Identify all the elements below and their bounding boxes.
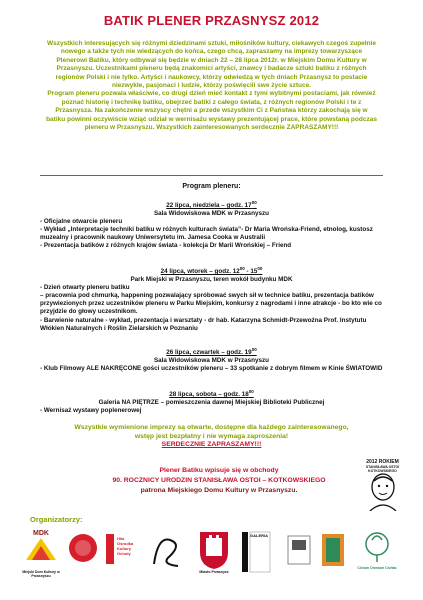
mdk-logo: MDK Miejski Dom Kultury w Przasnyszu: [22, 530, 60, 578]
anniversary-line: 90. ROCZNICY URODZIN STANISŁAWA OSTOI – KOTKOWSKIEGO: [112, 477, 326, 484]
event-section: [40, 346, 383, 373]
sun-logo: [64, 530, 102, 580]
ornament-emblem-icon: [318, 530, 348, 574]
portrait-icon: [366, 471, 400, 511]
anniversary-badge: [360, 459, 405, 511]
event-place: Sala Widowiskowa MDK w Przasnyszu: [153, 357, 270, 365]
intro-paragraph: Program pleneru pozwala właściwie, co drugi dzień mieć kontakt z tymi wybitnymi postaciami, jak również poznać historię i technikę batiku, obejrzeć batiki z całego świata, z różnych regionów Polski i te z Przasnysza. Na zakończenie wszyscy chętni a przede wszystkim Ci z Państwa którzy zakochają się w batiku powinni oczywiście wziąć udział w wernisażu wystawy prezentującej prace, które powstaną podczas pleneru w Przasnyszu. Wszystkich zainteresowanych serdecznie ZAPRASZAMY!!!: [46, 90, 377, 132]
galeria-emblem-icon: [104, 532, 116, 566]
event-date: 22 lipca, niedziela – godz. $17^{00}$: [166, 200, 257, 209]
badge-title: 2012 ROKIEM: [366, 459, 399, 465]
galeria-ochoty-logo: Hila Ośrodka Kultury Ochoty: [104, 530, 144, 580]
window-logo: [284, 530, 314, 580]
civium-logo: Civium Omnium Civitas: [352, 530, 402, 580]
event-date: 28 lipca, sobota – godz. $18^{00}$: [169, 389, 254, 398]
event-place: Galeria NA PIĘTRZE – pomieszczenia dawnej Miejskiej Biblioteki Publicznej: [98, 399, 325, 407]
anniversary-note: [84, 466, 354, 496]
event-item: - Wernisaż wystawy poplenerowej: [40, 407, 142, 415]
calligraphy-emblem-icon: [148, 530, 188, 574]
event-place: Sala Widowiskowa MDK w Przasnyszu: [153, 210, 270, 218]
event-date: 26 lipca, czwartek – godz. $19^{00}$: [166, 347, 257, 356]
coat-of-arms-icon: [196, 530, 232, 570]
window-emblem-icon: [284, 530, 314, 570]
ornament-logo: [318, 530, 348, 580]
tree-emblem-icon: [352, 530, 402, 566]
event-item: - Oficjalne otwarcie pleneru: [40, 218, 123, 226]
event-item: - Dzień otwarty pleneru batiku: [40, 284, 130, 292]
anniversary-line: Plener Batiku wpisuje się w obchody: [159, 467, 279, 474]
poster-title: BATIK PLENER PRZASNYSZ 2012: [103, 13, 320, 28]
event-place: Park Miejski w Przasnyszu, teren wokół budynku MDK: [130, 276, 293, 284]
event-section: [40, 388, 383, 415]
event-date: 24 lipca, wtorek – godz. $12^{00} - 15^{00}$: [160, 266, 263, 275]
event-item: - Barwienie naturalne - wykład, prezentacja i warsztaty - dr hab. Katarzyna Schmidt-Przewoźna Prof. Instytutu Włókien Naturalnych i Roślin Zielarskich w Poznaniu: [40, 316, 367, 332]
galeria-logo: GALERIA: [238, 530, 274, 580]
program-title: Program pleneru:: [182, 183, 241, 190]
closing-invite: SERDECZNIE ZAPRASZAMY!!!: [161, 441, 262, 449]
przasnysz-logo: Miasto Przasnysz: [196, 530, 232, 580]
intro-paragraph: Wszystkich interesujących się różnymi dziedzinami sztuki, miłośników kultury, ciekawych czegoś zupełnie nowego a także tych nie wiedzących do końca, czego chcą, zapraszamy na imprezy towarzyszące Plenerowi Batiku, który odbywał się będzie w dniach 22 – 28 lipca 2012r. w Miejskim Domu Kultury w Przasnyszu. Uczestnikami pleneru będą znakomici artyści, znawcy i badacze sztuki batiku z różnych regionów Polski i nie tylko. Artyści i naukowcy, którzy odwiedzą w tych dniach Przasnysz to postacie niezwykłe, pasjonaci i ludzie, którzy poświęcili swe życie sztuce.: [47, 40, 376, 90]
event-section: [40, 265, 383, 333]
organizers-label: Organizatorzy:: [30, 515, 83, 524]
anniversary-line: patrona Miejskiego Domu Kultury w Przasnyszu.: [140, 487, 298, 494]
closing-line: Wszystkie wymienione imprezy są otwarte, dostępne dla każdego zainteresowanego,: [74, 424, 349, 431]
badge-subtitle: STANISŁAWA OSTOI KOTKOWSKIEGO: [365, 465, 400, 473]
divider: [40, 175, 383, 176]
event-item: – pracownia pod chmurką, happening pozwalający spróbować swych sił w technice batiku, prezentacja batików przywiezionych przez uczestników pleneru w Parku Miejskim, konkursy z nagrodami i inne atrakcje - bo kto wie co przyjdzie do głowy uczestnikom.: [40, 292, 382, 316]
intro-text: [46, 40, 377, 132]
script-logo: [148, 530, 188, 580]
event-item: - Klub Filmowy ALE NAKRĘCONE gości uczestników pleneru – 33 spotkanie z dobrym filmem w Kinie ŚWIATOWID: [40, 365, 383, 373]
closing-note: [30, 424, 393, 450]
sun-emblem-icon: [64, 530, 102, 574]
event-item: - Prezentacja batików z różnych krajów świata - kolekcja Dr Marii Wrońskiej – Friend: [40, 242, 292, 250]
event-section: [40, 199, 383, 251]
event-item: - Wykład „Interpretacje techniki batiku w różnych kulturach świata”- Dr Maria Wrońska-Friend, etnolog, kustosz muzealny i pracownik naukowy Uniwersytetu im. Jamesa Cooka w Australii: [40, 226, 373, 242]
closing-line: wstęp jest bezpłatny i nie wymaga zaproszenia!: [134, 432, 289, 440]
